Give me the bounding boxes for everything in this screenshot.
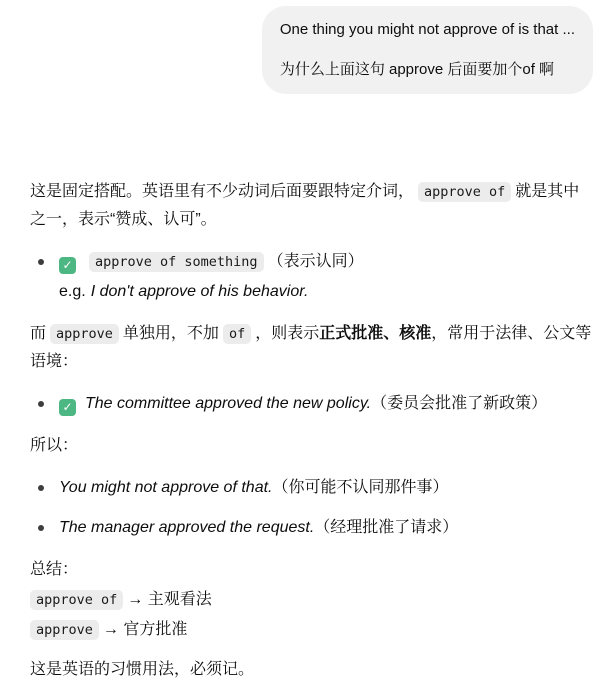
summary-meaning: → 主观看法 (127, 591, 212, 608)
example-sentence: You might not approve of that. (59, 479, 273, 496)
list-item-content (59, 390, 592, 418)
bold-formal-approval: 正式批准、核准 (319, 325, 432, 342)
bullet-dot (38, 401, 44, 407)
usage-note: （表示认同） (267, 253, 364, 270)
seg-3: ，则表示 (255, 325, 320, 342)
list-item (30, 474, 592, 502)
list-item-content (59, 248, 592, 306)
user-message-line-2: 为什么上面这句 approve 后面要加个of 啊 (279, 61, 555, 78)
example-label: e.g. (59, 283, 86, 300)
bullet-dot (38, 485, 44, 491)
approve-alone-paragraph (30, 320, 592, 376)
bullet-dot (38, 259, 44, 265)
seg-1: 而 (30, 325, 47, 342)
therefore-label: 所以： (30, 437, 79, 454)
user-message-bubble (262, 6, 593, 94)
example-sentence: I don't approve of his behavior. (90, 283, 309, 300)
intro-paragraph (30, 178, 592, 234)
bullet-dot (38, 525, 44, 531)
list-item (30, 248, 592, 306)
check-icon: ✓ (59, 257, 76, 274)
example-sentence: The committee approved the new policy. (85, 395, 372, 412)
translation-note: （你可能不认同那件事） (272, 479, 449, 496)
list-item (30, 390, 592, 418)
inline-code-approve: approve (30, 620, 99, 640)
summary-line-approve (30, 616, 592, 644)
summary-line-approve-of (30, 586, 592, 614)
list-item (30, 514, 592, 542)
inline-code-approve-of-something: approve of something (89, 252, 264, 272)
translation-note: （经理批准了请求） (314, 519, 459, 536)
inline-code-approve: approve (50, 324, 119, 344)
examples-list (30, 474, 592, 542)
summary-meaning: → 官方批准 (102, 621, 188, 638)
seg-2: 单独用，不加 (122, 325, 219, 342)
inline-code-approve-of: approve of (30, 590, 123, 610)
summary-label: 总结： (30, 561, 79, 578)
translation-note: （委员会批准了新政策） (371, 395, 548, 412)
inline-code-of: of (223, 324, 251, 344)
example-line (59, 278, 592, 306)
check-icon: ✓ (59, 399, 76, 416)
usage-list-1 (30, 248, 592, 306)
user-message-line-1: One thing you might not approve of is that ... (279, 21, 575, 38)
user-message-row (0, 0, 610, 94)
inline-code-approve-of: approve of (418, 182, 511, 202)
closing-remark: 这是英语的习惯用法，必须记。 (30, 661, 255, 678)
approve-of-usage-line (59, 248, 592, 276)
usage-list-2 (30, 390, 592, 418)
list-item-content (59, 474, 592, 502)
seg-4: ，常用于法律、公文等语境： (30, 325, 592, 370)
assistant-reply (0, 178, 610, 684)
list-item-content (59, 514, 592, 542)
intro-text-pre: 这是固定搭配。英语里有不少动词后面要跟特定介词， (30, 183, 415, 200)
intro-text-post: 就是其中之一，表示“赞成、认可”。 (30, 183, 580, 228)
example-sentence: The manager approved the request. (59, 519, 315, 536)
